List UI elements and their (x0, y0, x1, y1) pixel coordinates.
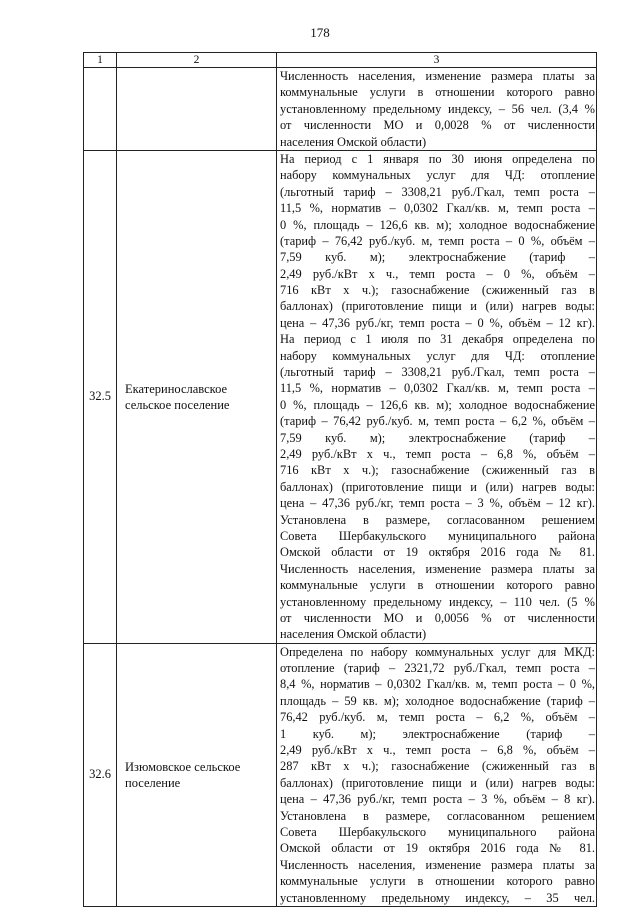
settlement-name (117, 68, 277, 151)
row-description (277, 150, 597, 643)
text-line: 11,5 %, норматив – 0,0302 Гкал/кв. м, темп роста – (280, 381, 595, 396)
text-line: 2,49 руб./кВт х ч., темп роста – 6,8 %, объём – (280, 743, 595, 758)
text-line: баллонах) (приготовление пищи и (или) нагрев воды: (280, 299, 595, 314)
text-line: набору коммунальных услуг для ЧД: отопление (280, 348, 595, 363)
row-number: 32.5 (84, 150, 117, 643)
text-line: Численность населения, изменение размера платы за (280, 69, 595, 83)
settlement-name: Екатеринославское сельское поселение (117, 150, 277, 643)
header-cell: 3 (277, 53, 597, 68)
text-line: Установлена в размере, согласованном решением (280, 808, 595, 823)
table-row (84, 68, 597, 151)
page-number: 178 (310, 25, 330, 40)
text-line: 287 кВт х ч.); газоснабжение (сжиженный газ в (280, 759, 595, 774)
text-line: Совета Шербакульского муниципального района (280, 825, 595, 839)
text-line: 1 куб. м); электроснабжение (тариф – (280, 726, 595, 741)
row-description (277, 68, 597, 151)
table-header-row (84, 53, 597, 68)
text-line: (льготный тариф – 3308,21 руб./Гкал, темп роста – (280, 184, 595, 199)
row-number (84, 68, 117, 151)
row-description (277, 643, 597, 906)
text-line: отопление (тариф – 2321,72 руб./Гкал, темп роста – (280, 661, 595, 676)
text-line: На период с 1 июля по 31 декабря определена по (280, 332, 595, 347)
text-line: 2,49 руб./кВт х ч., темп роста – 0 %, объём – (280, 266, 595, 281)
text-line: от численности МО и 0,0028 % от численности (280, 118, 595, 133)
text-line: населения Омской области) (280, 627, 427, 642)
text-line: 0 %, площадь – 126,6 кв. м); холодное водоснабжение (280, 397, 595, 412)
text-line: (тариф – 76,42 руб./куб. м, темп роста – 6,2 %, объём – (280, 414, 595, 429)
text-line: 2,49 руб./кВт х ч., темп роста – 6,8 %, объём – (280, 447, 595, 461)
text-line: Омской области от 19 октября 2016 года № 81. (280, 545, 595, 560)
text-line: баллонах) (приготовление пищи и (или) нагрев воды: (280, 479, 595, 494)
text-line: площадь – 59 кв. м); холодное водоснабжение (тариф – (280, 693, 595, 708)
text-line: (тариф – 76,42 руб./куб. м, темп роста – 0 %, объём – (280, 233, 595, 248)
text-line: 76,42 руб./куб. м, темп роста – 6,2 %, объём – (280, 710, 595, 725)
text-line: баллонах) (приготовление пищи и (или) нагрев воды: (280, 775, 595, 790)
text-line: цена – 47,36 руб./кг, темп роста – 3 %, объём – 8 кг). (280, 792, 595, 807)
table-row (84, 150, 597, 643)
text-line: Численность населения, изменение размера платы за (280, 857, 595, 872)
row-number: 32.6 (84, 643, 117, 906)
text-line: коммунальные услуги в отношении которого равно (280, 85, 595, 100)
text-line: установленному предельному индексу, – 110 чел. (5 % (280, 594, 595, 609)
text-line: 7,59 куб. м); электроснабжение (тариф – (280, 250, 595, 265)
header-cell: 2 (117, 53, 277, 68)
text-line: установленному предельному индексу, – 56 чел. (3,4 % (280, 101, 595, 116)
text-line: коммунальные услуги в отношении которого равно (280, 874, 595, 889)
text-line: Омской области от 19 октября 2016 года № 81. (280, 841, 595, 856)
text-line: 716 кВт х ч.); газоснабжение (сжиженный газ в (280, 463, 595, 478)
text-line: Определена по набору коммунальных услуг для МКД: (280, 644, 595, 659)
text-line: 8,4 %, норматив – 0,0302 Гкал/кв. м, темп роста – 0 %, (280, 677, 595, 692)
text-line: набору коммунальных услуг для ЧД: отопление (280, 168, 595, 183)
table-row (84, 643, 597, 906)
text-line: цена – 47,36 руб./кг, темп роста – 3 %, объём – 12 кг). (280, 496, 595, 511)
text-line: установленному предельному индексу, – 35 чел. (280, 890, 595, 905)
header-cell: 1 (84, 53, 117, 68)
settlement-name: Изюмовское сельское поселение (117, 643, 277, 906)
text-line: от численности МО и 0,0056 % от численности (280, 610, 595, 625)
text-line: Установлена в размере, согласованном решением (280, 512, 595, 527)
text-line: 716 кВт х ч.); газоснабжение (сжиженный газ в (280, 283, 595, 298)
text-line: 7,59 куб. м); электроснабжение (тариф – (280, 430, 595, 445)
text-line: Численность населения, изменение размера платы за (280, 561, 595, 576)
text-line: населения Омской области) (280, 134, 427, 149)
text-line: (льготный тариф – 3308,21 руб./Гкал, темп роста – (280, 365, 595, 380)
text-line: На период с 1 января по 30 июня определена по (280, 151, 595, 166)
text-line: 11,5 %, норматив – 0,0302 Гкал/кв. м, темп роста – (280, 201, 595, 216)
tariff-table (83, 52, 597, 907)
text-line: Совета Шербакульского муниципального района (280, 528, 595, 543)
text-line: коммунальные услуги в отношении которого равно (280, 578, 595, 593)
text-line: цена – 47,36 руб./кг, темп роста – 0 %, объём – 12 кг). (280, 315, 595, 330)
text-line: 0 %, площадь – 126,6 кв. м); холодное водоснабжение (280, 217, 595, 232)
